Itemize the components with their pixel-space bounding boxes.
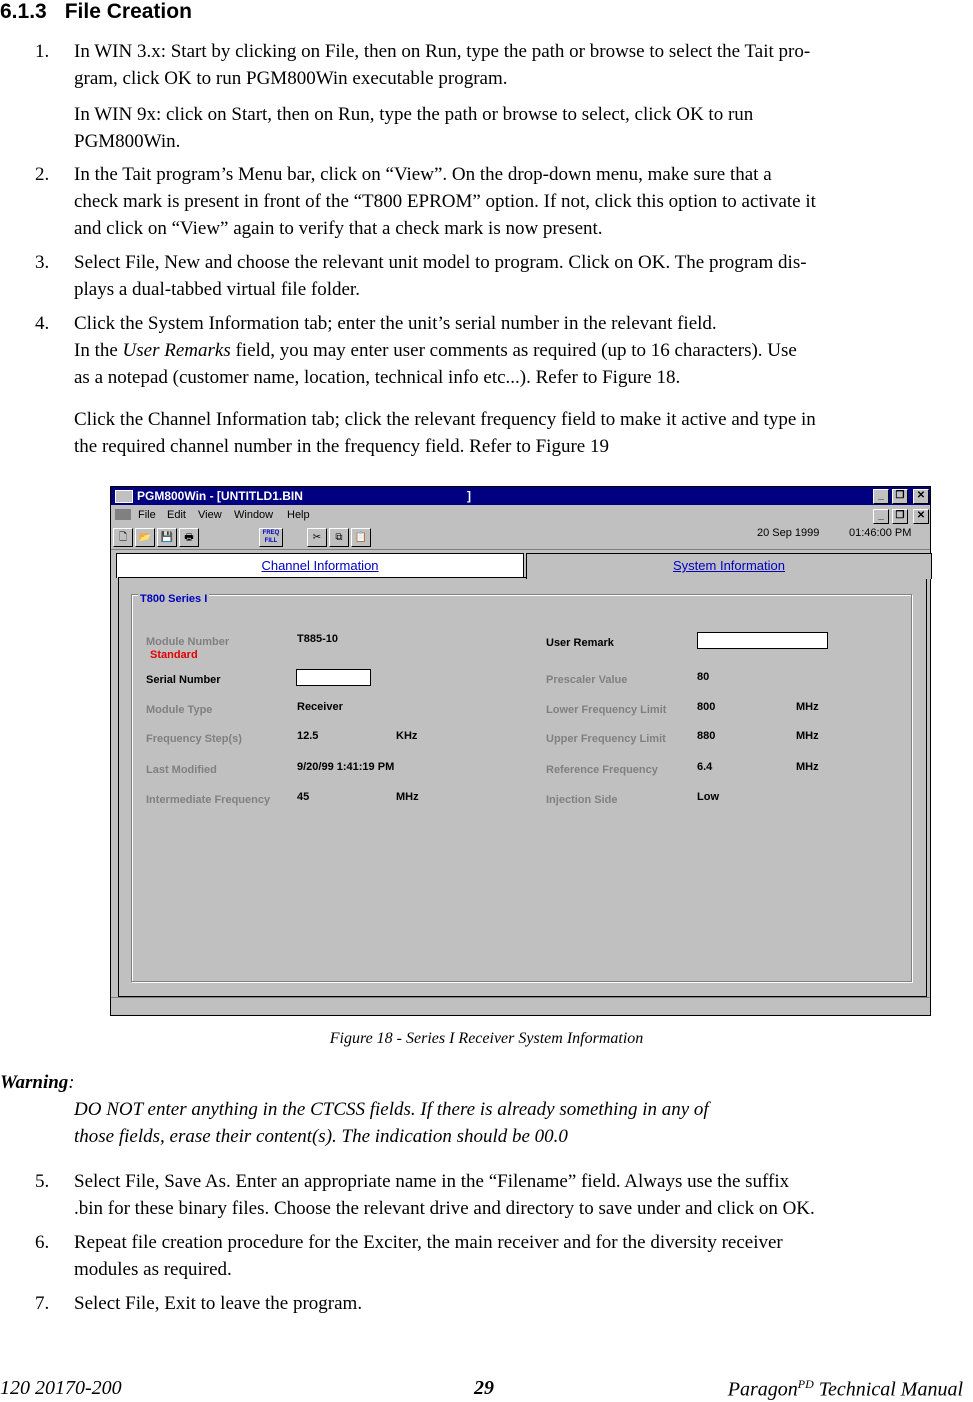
- warning-label: Warning:: [0, 1072, 75, 1093]
- lower-frequency-limit-label: Lower Frequency Limit: [546, 704, 667, 716]
- intermediate-frequency-label: Intermediate Frequency: [146, 794, 271, 806]
- section-heading: 6.1.3 File Creation: [0, 0, 192, 23]
- reference-frequency-value: 6.4: [697, 761, 713, 773]
- freq-fill-button[interactable]: FREQ FILL: [259, 528, 283, 547]
- intermediate-frequency-unit: MHz: [396, 791, 419, 803]
- menu-window[interactable]: Window: [234, 509, 274, 521]
- step-text: In WIN 3.x: Start by clicking on File, then on Run, type the path or browse to select the Tait pro- gram, click OK to run PGM800Win executable program.: [74, 41, 811, 89]
- step-number: 7.: [35, 1293, 50, 1314]
- standard-label: Standard: [150, 649, 198, 661]
- channel-info-text: Click the Channel Information tab; click the relevant frequency field to make it active and type in the required channel number in the frequency field. Refer to Figure 19: [74, 409, 816, 457]
- win9x-text: In WIN 9x: click on Start, then on Run, type the path or browse to select, click OK to run PGM800Win.: [74, 104, 754, 152]
- print-icon[interactable]: 🖶: [179, 528, 199, 547]
- copy-icon[interactable]: ⧉: [329, 528, 349, 547]
- step-number: 2.: [35, 164, 50, 185]
- series-group-box: [131, 594, 912, 982]
- paste-icon[interactable]: 📋: [351, 528, 371, 547]
- step-text: Repeat file creation procedure for the Exciter, the main receiver and for the diversity receiver modules as required.: [74, 1232, 783, 1280]
- tab-channel-information[interactable]: Channel Information: [116, 553, 524, 578]
- pgm800win-screenshot: [110, 486, 931, 1016]
- step-number: 4.: [35, 313, 50, 334]
- page-number: 29: [474, 1377, 494, 1399]
- injection-side-value: Low: [697, 791, 719, 803]
- lower-frequency-limit-value: 800: [697, 701, 716, 713]
- toolbar: [111, 525, 930, 550]
- date-readout: 20 Sep 1999: [757, 527, 820, 539]
- last-modified-label: Last Modified: [146, 764, 217, 776]
- step-number: 5.: [35, 1171, 50, 1192]
- lower-frequency-limit-unit: MHz: [796, 701, 819, 713]
- upper-frequency-limit-label: Upper Frequency Limit: [546, 733, 666, 745]
- reference-frequency-unit: MHz: [796, 761, 819, 773]
- prescaler-value-label: Prescaler Value: [546, 674, 628, 686]
- step-text: Select File, Exit to leave the program.: [74, 1293, 363, 1314]
- step-number: 3.: [35, 252, 50, 273]
- menu-edit[interactable]: Edit: [167, 509, 186, 521]
- doc-minimize-icon[interactable]: _: [873, 509, 889, 524]
- injection-side-label: Injection Side: [546, 794, 618, 806]
- document-number: 120 20170-200: [0, 1377, 122, 1399]
- group-title: T800 Series I: [140, 593, 208, 605]
- doc-restore-icon[interactable]: ❐: [892, 509, 908, 524]
- serial-number-input[interactable]: [296, 669, 371, 686]
- app-icon: [115, 490, 133, 503]
- manual-title: Paragon$^{PD}$ Technical Manual: [727, 1377, 963, 1401]
- last-modified-value: 9/20/99 1:41:19 PM: [297, 761, 395, 773]
- upper-frequency-limit-unit: MHz: [796, 730, 819, 742]
- module-number-label: Module Number: [146, 636, 230, 648]
- restore-icon[interactable]: ❐: [892, 489, 908, 504]
- reference-frequency-label: Reference Frequency: [546, 764, 658, 776]
- status-bar: [111, 997, 930, 1015]
- menu-view[interactable]: View: [198, 509, 222, 521]
- menu-file[interactable]: File: [138, 509, 156, 521]
- module-number-value: T885-10: [297, 633, 338, 645]
- step-text: Click the System Information tab; enter the unit’s serial number in the relevant field. In the User Remarks field, you may enter user comments as required (up to 16 characters). Use as a notepad (customer name, location, technical info etc...). Refer to Figure 18.: [74, 313, 797, 388]
- system-information-panel: [118, 577, 927, 997]
- save-icon[interactable]: 💾: [157, 528, 177, 547]
- time-readout: 01:46:00 PM: [849, 527, 912, 539]
- new-file-icon[interactable]: 🗋: [113, 528, 133, 547]
- menu-bar: [111, 506, 930, 524]
- user-remark-label: User Remark: [546, 637, 614, 649]
- tab-system-information[interactable]: System Information: [526, 553, 932, 579]
- frequency-step-unit: KHz: [396, 730, 418, 742]
- step-text: Select File, Save As. Enter an appropriate name in the “Filename” field. Always use the suffix .bin for these binary files. Choose the relevant drive and directory to save under and click on OK.: [74, 1171, 815, 1219]
- figure-caption: Figure 18 - Series I Receiver System Information: [329, 1030, 644, 1047]
- step-text: In the Tait program’s Menu bar, click on “View”. On the drop-down menu, make sure that a check mark is present in front of the “T800 EPROM” option. If not, click this option to activate it and click on “View” again to verify that a check mark is now present.: [74, 164, 816, 239]
- user-remark-input[interactable]: [697, 632, 828, 649]
- module-type-value: Receiver: [297, 701, 343, 713]
- serial-number-label: Serial Number: [146, 674, 221, 686]
- cut-icon[interactable]: ✂: [307, 528, 327, 547]
- prescaler-value: 80: [697, 671, 710, 683]
- warning-text: DO NOT enter anything in the CTCSS fields. If there is already something in any of those fields, erase their content(s). The indication should be 00.0: [74, 1099, 709, 1147]
- module-type-label: Module Type: [146, 704, 213, 716]
- title-bar: PGM800Win - [UNTITLD1.BIN ] _ ❐ ✕: [111, 487, 930, 505]
- minimize-icon[interactable]: _: [873, 489, 889, 504]
- upper-frequency-limit-value: 880: [697, 730, 716, 742]
- intermediate-frequency-value: 45: [297, 791, 310, 803]
- step-number: 1.: [35, 41, 50, 62]
- step-number: 6.: [35, 1232, 50, 1253]
- doc-icon: [115, 509, 131, 520]
- open-folder-icon[interactable]: 📂: [135, 528, 155, 547]
- frequency-step-label: Frequency Step(s): [146, 733, 242, 745]
- tab-folder: [114, 553, 927, 997]
- frequency-step-value: 12.5: [297, 730, 319, 742]
- menu-help[interactable]: Help: [287, 509, 310, 521]
- step-text: Select File, New and choose the relevant unit model to program. Click on OK. The program dis- plays a dual-tabbed virtual file folder.: [74, 252, 807, 300]
- doc-close-icon[interactable]: ✕: [913, 509, 929, 524]
- close-icon[interactable]: ✕: [913, 489, 929, 504]
